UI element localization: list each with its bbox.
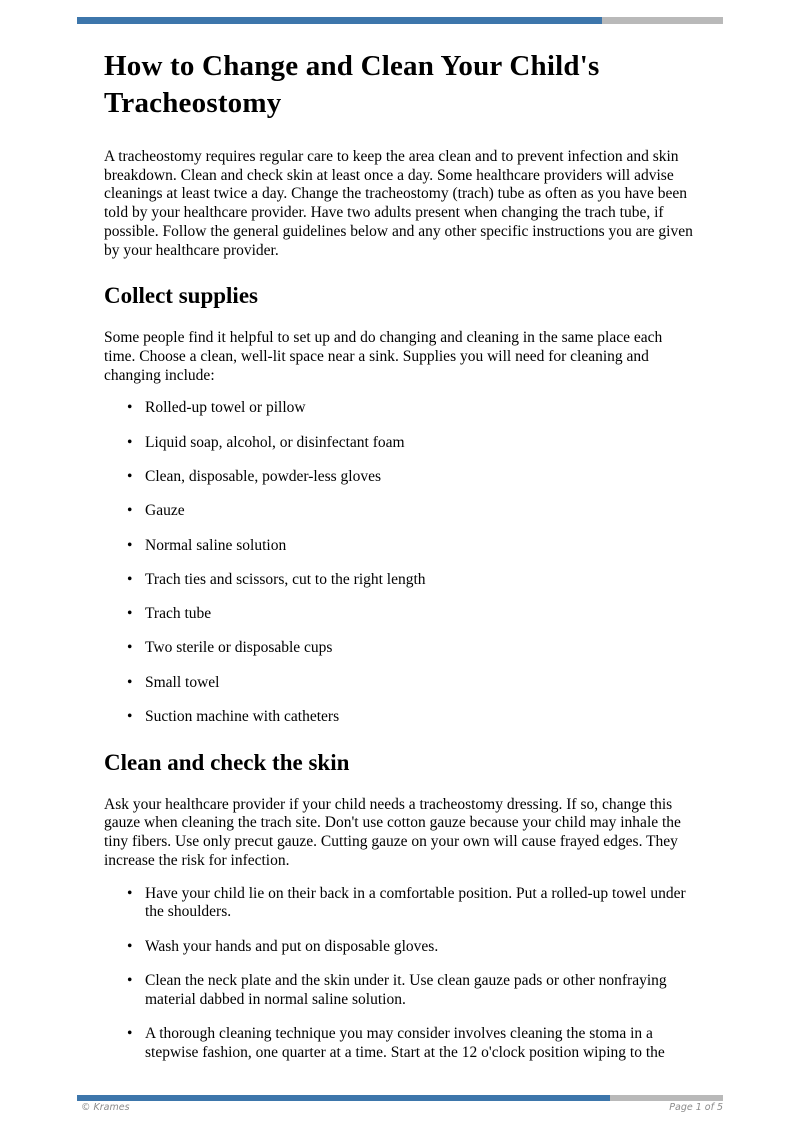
cleaning-steps-list [104, 885, 696, 1063]
collect-supplies-paragraph: Some people find it helpful to set up and do changing and cleaning in the same place each time. Choose a clean, well-lit space near a sink. Supplies you will need for cleaning and changing include: [104, 329, 663, 384]
copyright-label: © Krames [81, 1102, 130, 1113]
list-item: • Trach ties and scissors, cut to the right length [145, 571, 696, 590]
supplies-list [104, 399, 696, 726]
clean-check-skin-paragraph: Ask your healthcare provider if your child needs a tracheostomy dressing. If so, change this gauze when cleaning the trach site. Don't use cotton gauze because your child may inhale the tiny fibers. Use only precut gauze. Cutting gauze on your own will cause frayed edges. They increase the risk for infection. [104, 795, 681, 869]
page-number-label: Page 1 of 5 [669, 1102, 723, 1113]
list-item: • Clean, disposable, powder-less gloves [145, 468, 696, 487]
section-heading-clean-check-skin: Clean and check the skin [104, 749, 350, 775]
list-item: • A thorough cleaning technique you may consider involves cleaning the stoma in a stepwise fashion, one quarter at a time. Start at the 12 o'clock position wiping to the [145, 1025, 696, 1062]
footer-rule [77, 1095, 723, 1101]
list-item: • Small towel [145, 674, 696, 693]
list-item: • Have your child lie on their back in a comfortable position. Put a rolled-up towel under the shoulders. [145, 885, 696, 922]
list-item: • Suction machine with catheters [145, 708, 696, 727]
list-item: • Two sterile or disposable cups [145, 639, 696, 658]
list-item: • Clean the neck plate and the skin under it. Use clean gauze pads or other nonfraying material dabbed in normal saline solution. [145, 972, 696, 1009]
intro-paragraph: A tracheostomy requires regular care to keep the area clean and to prevent infection and skin breakdown. Clean and check skin at least once a day. Some healthcare providers will advise cleanings at least twice a day. Change the tracheostomy (trach) tube as often as you have been told by your healthcare provider. Have two adults present when changing the trach tube, if possible. Follow the general guidelines below and any other specific instructions you are given by your healthcare provider. [104, 148, 693, 259]
section-heading-collect-supplies: Collect supplies [104, 283, 258, 309]
list-item: • Normal saline solution [145, 537, 696, 556]
footer-rule-gray-segment [610, 1095, 723, 1101]
page-footer [77, 1102, 723, 1113]
list-item: • Wash your hands and put on disposable gloves. [145, 938, 696, 957]
list-item: • Gauze [145, 502, 696, 521]
list-item: • Liquid soap, alcohol, or disinfectant foam [145, 434, 696, 453]
document-content [104, 0, 696, 1078]
list-item: • Trach tube [145, 605, 696, 624]
list-item: • Rolled-up towel or pillow [145, 399, 696, 418]
page-title: How to Change and Clean Your Child's Tracheostomy [104, 50, 600, 119]
footer-rule-blue-segment [77, 1095, 610, 1101]
